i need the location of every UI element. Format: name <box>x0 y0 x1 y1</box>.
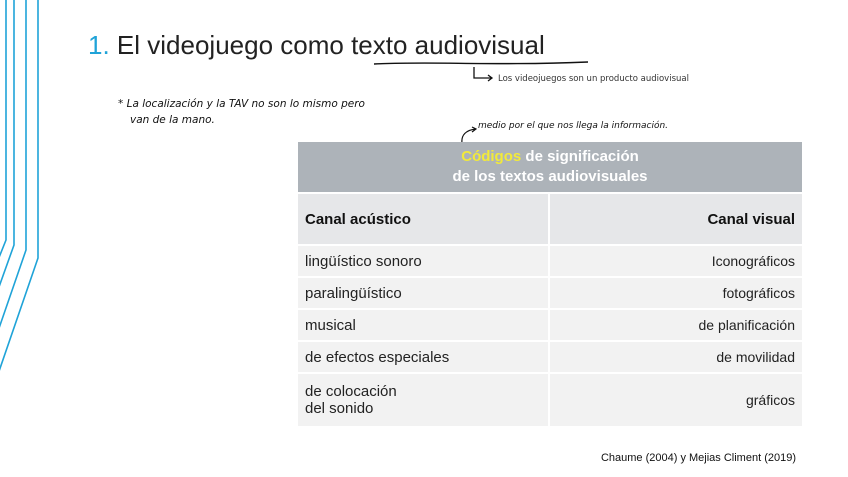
side-note-line1: * La localización y la TAV no son lo mismo pero <box>118 98 365 110</box>
side-note <box>118 96 365 128</box>
left-decoration-lines <box>0 0 60 477</box>
cell-visual: Iconográficos <box>549 245 802 277</box>
codes-table <box>298 142 802 426</box>
cell-acoustic: musical <box>298 309 549 341</box>
cell-acoustic: lingüístico sonoro <box>298 245 549 277</box>
cell-acoustic: de efectos especiales <box>298 341 549 373</box>
title-number: 1. <box>88 30 110 60</box>
table-row <box>298 245 802 277</box>
arrow-icon <box>472 66 496 82</box>
table-header-row <box>298 142 802 193</box>
citation: Chaume (2004) y Mejias Climent (2019) <box>600 452 796 464</box>
arrow-note: Los videojuegos son un producto audiovisual <box>498 74 689 84</box>
title-underlined-text: texto audiovisual <box>351 30 545 60</box>
cell-visual: de movilidad <box>549 341 802 373</box>
table-header <box>298 142 802 193</box>
page-title <box>88 30 545 61</box>
table-row <box>298 309 802 341</box>
side-note-line2: van de la mano. <box>130 114 215 126</box>
table-row <box>298 341 802 373</box>
cell-acoustic: paralingüístico <box>298 277 549 309</box>
col-header-acoustic: Canal acústico <box>298 193 549 245</box>
cell-acoustic-line1: de colocación <box>305 383 397 400</box>
table-row <box>298 373 802 426</box>
cell-acoustic <box>298 373 549 426</box>
cell-visual: gráficos <box>549 373 802 426</box>
table-row <box>298 277 802 309</box>
cell-acoustic-line2: del sonido <box>305 400 374 417</box>
table-note: medio por el que nos llega la información. <box>478 121 669 131</box>
cell-visual: fotográficos <box>549 277 802 309</box>
title-text: El videojuego como <box>116 30 344 60</box>
header-line2: de los textos audiovisuales <box>452 168 648 185</box>
col-header-visual: Canal visual <box>549 193 802 245</box>
header-highlight: Códigos <box>461 148 522 165</box>
table-subheader-row <box>298 193 802 245</box>
cell-visual: de planificación <box>549 309 802 341</box>
header-rest: de significación <box>525 148 639 165</box>
